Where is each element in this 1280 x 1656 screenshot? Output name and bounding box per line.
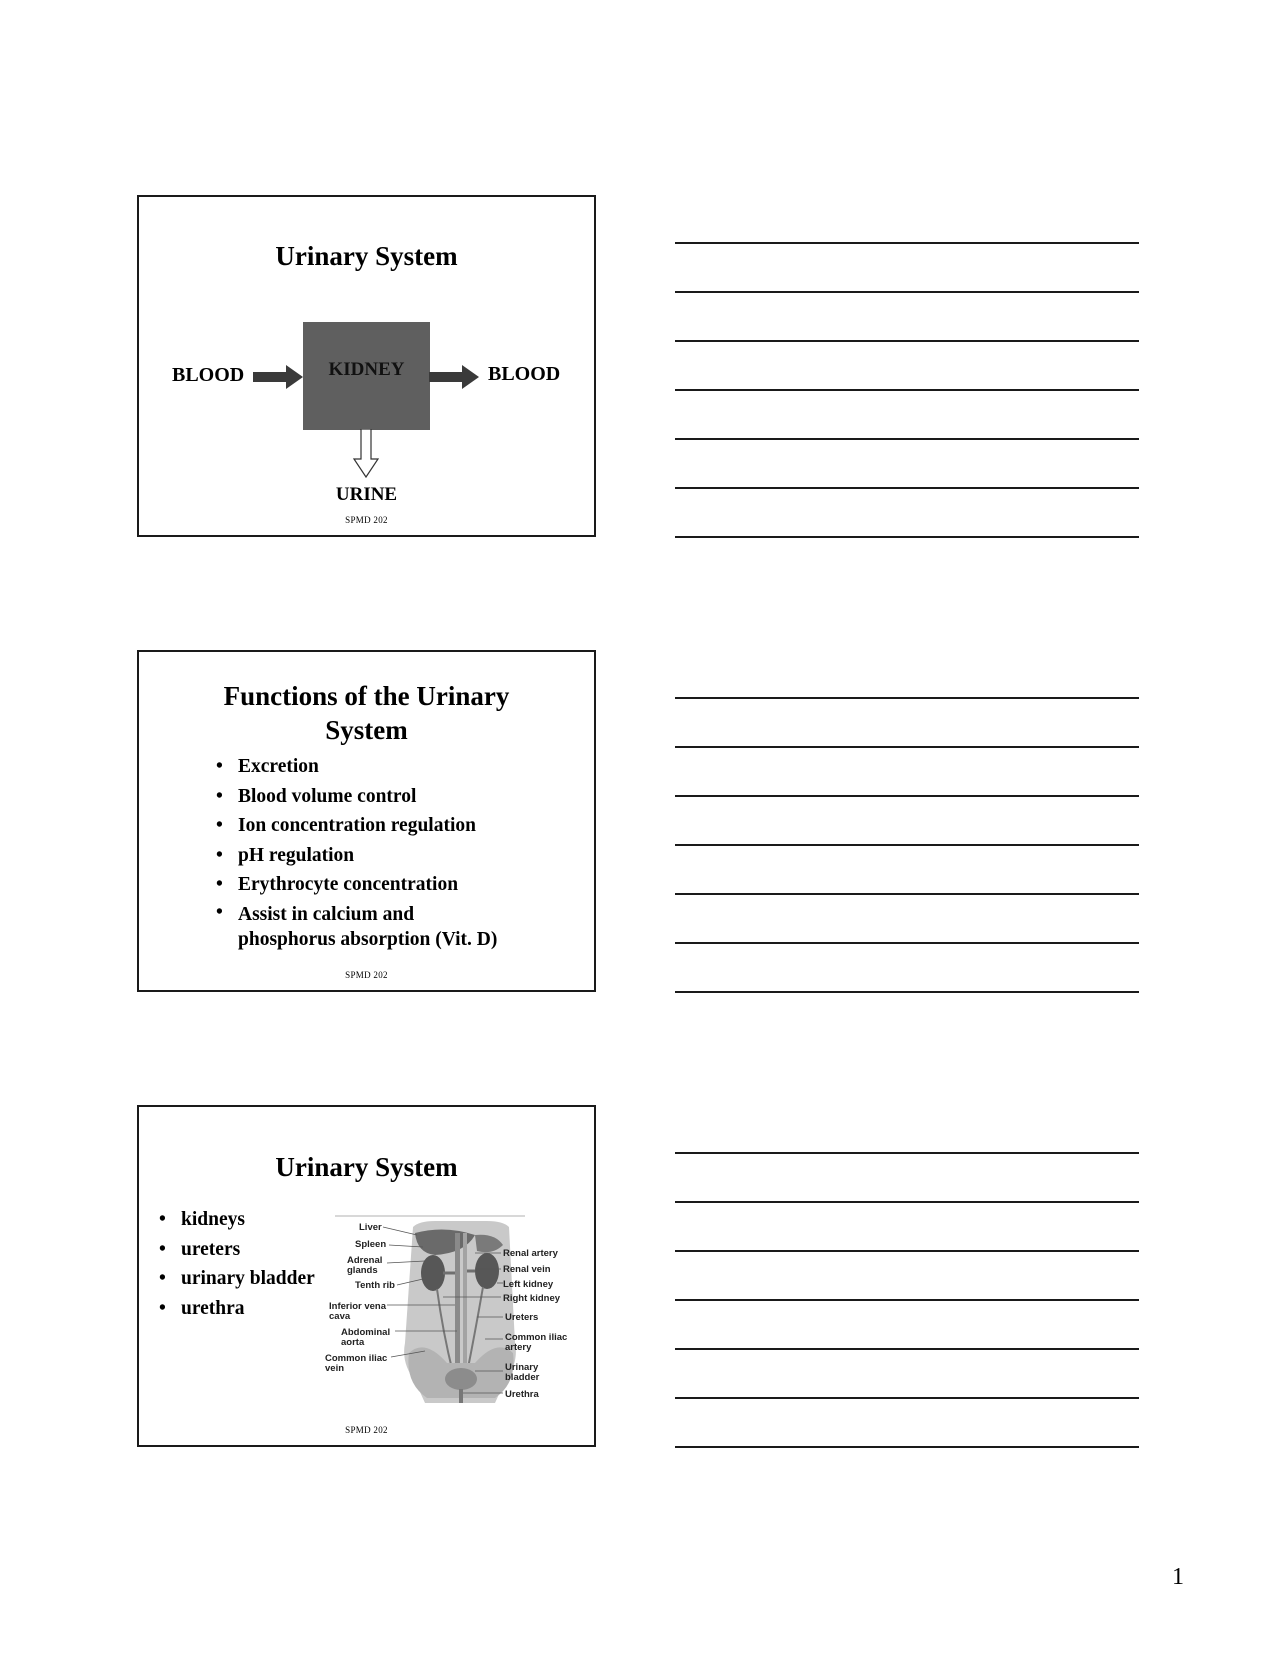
figure-label-common-iliac-vein: Common iliac xyxy=(325,1353,388,1364)
note-line xyxy=(675,746,1139,748)
note-line xyxy=(675,1152,1139,1154)
arrow-down-icon xyxy=(352,429,380,481)
kidney-box xyxy=(303,322,430,430)
figure-label-abdominal: Abdominal xyxy=(341,1327,391,1338)
figure-label-renal-artery: Renal artery xyxy=(503,1248,558,1259)
bullet-item: • Ion concentration regulation xyxy=(216,811,497,841)
slide-3 xyxy=(137,1105,596,1447)
figure-label-aorta: aorta xyxy=(341,1337,365,1348)
slide-footer: SPMD 202 xyxy=(345,515,388,525)
figure-label-tenth-rib: Tenth rib xyxy=(355,1280,395,1291)
note-line xyxy=(675,1397,1139,1399)
bullet-item: • urethra xyxy=(159,1294,315,1324)
note-line xyxy=(675,1299,1139,1301)
arrow-right-icon xyxy=(429,363,481,391)
slide-title-line-1: Functions of the Urinary xyxy=(223,681,510,711)
figure-label-glands: glands xyxy=(347,1265,378,1276)
urinary-anatomy-figure xyxy=(325,1213,577,1405)
bullet-item xyxy=(216,900,497,952)
figure-label-urethra: Urethra xyxy=(505,1389,539,1400)
figure-label-vein: vein xyxy=(325,1363,345,1374)
kidney-label: KIDNEY xyxy=(328,359,405,380)
bullet-item: • Excretion xyxy=(216,752,497,782)
note-line xyxy=(675,697,1139,699)
note-line xyxy=(675,893,1139,895)
figure-label-artery: artery xyxy=(505,1342,532,1353)
bullet-item: • ureters xyxy=(159,1235,315,1265)
bullet-item: • Blood volume control xyxy=(216,782,497,812)
figure-label-adrenal: Adrenal xyxy=(347,1255,383,1266)
figure-label-right-kidney: Right kidney xyxy=(503,1293,561,1304)
figure-label-urinary: Urinary xyxy=(505,1362,539,1373)
note-line xyxy=(675,536,1139,538)
note-line xyxy=(675,1201,1139,1203)
figure-label-common-iliac-artery: Common iliac xyxy=(505,1332,568,1343)
figure-label-left-kidney: Left kidney xyxy=(503,1279,554,1290)
bullet-item: • kidneys xyxy=(159,1205,315,1235)
note-line xyxy=(675,438,1139,440)
arrow-right-icon xyxy=(253,363,305,391)
figure-label-bladder: bladder xyxy=(505,1372,540,1383)
figure-label-ureters: Ureters xyxy=(505,1312,539,1323)
slide-footer: SPMD 202 xyxy=(345,970,388,980)
slide-title-line-2: System xyxy=(325,715,408,745)
urine-label: URINE xyxy=(335,484,398,505)
note-line xyxy=(675,487,1139,489)
bullet-item: • Erythrocyte concentration xyxy=(216,870,497,900)
figure-label-renal-vein: Renal vein xyxy=(503,1264,551,1275)
page-number: 1 xyxy=(1172,1564,1184,1590)
note-line xyxy=(675,291,1139,293)
note-line xyxy=(675,389,1139,391)
slide-1 xyxy=(137,195,596,537)
slide-title: Urinary System xyxy=(275,241,458,271)
bullet-line: Assist in calcium and xyxy=(238,903,415,925)
note-line xyxy=(675,1348,1139,1350)
note-line xyxy=(675,942,1139,944)
note-line xyxy=(675,991,1139,993)
note-line xyxy=(675,340,1139,342)
figure-label-cava: cava xyxy=(329,1311,351,1322)
note-line xyxy=(675,242,1139,244)
slide-title: Urinary System xyxy=(275,1152,458,1182)
bullet-line: phosphorus absorption (Vit. D) xyxy=(238,928,498,950)
bullet-list xyxy=(159,1205,315,1323)
figure-label-liver: Liver xyxy=(359,1222,382,1233)
note-line xyxy=(675,1250,1139,1252)
note-line xyxy=(675,844,1139,846)
blood-output-label: BLOOD xyxy=(488,363,561,385)
blood-input-label: BLOOD xyxy=(172,364,245,386)
note-line xyxy=(675,1446,1139,1448)
note-line xyxy=(675,795,1139,797)
bullet-item: • pH regulation xyxy=(216,841,497,871)
slide-title xyxy=(139,679,594,747)
bullet-item: • urinary bladder xyxy=(159,1264,315,1294)
bullet-list xyxy=(216,752,497,952)
slide-footer: SPMD 202 xyxy=(345,1425,388,1435)
figure-label-inferior-vena: Inferior vena xyxy=(329,1301,387,1312)
figure-label-spleen: Spleen xyxy=(355,1239,387,1250)
slide-2 xyxy=(137,650,596,992)
